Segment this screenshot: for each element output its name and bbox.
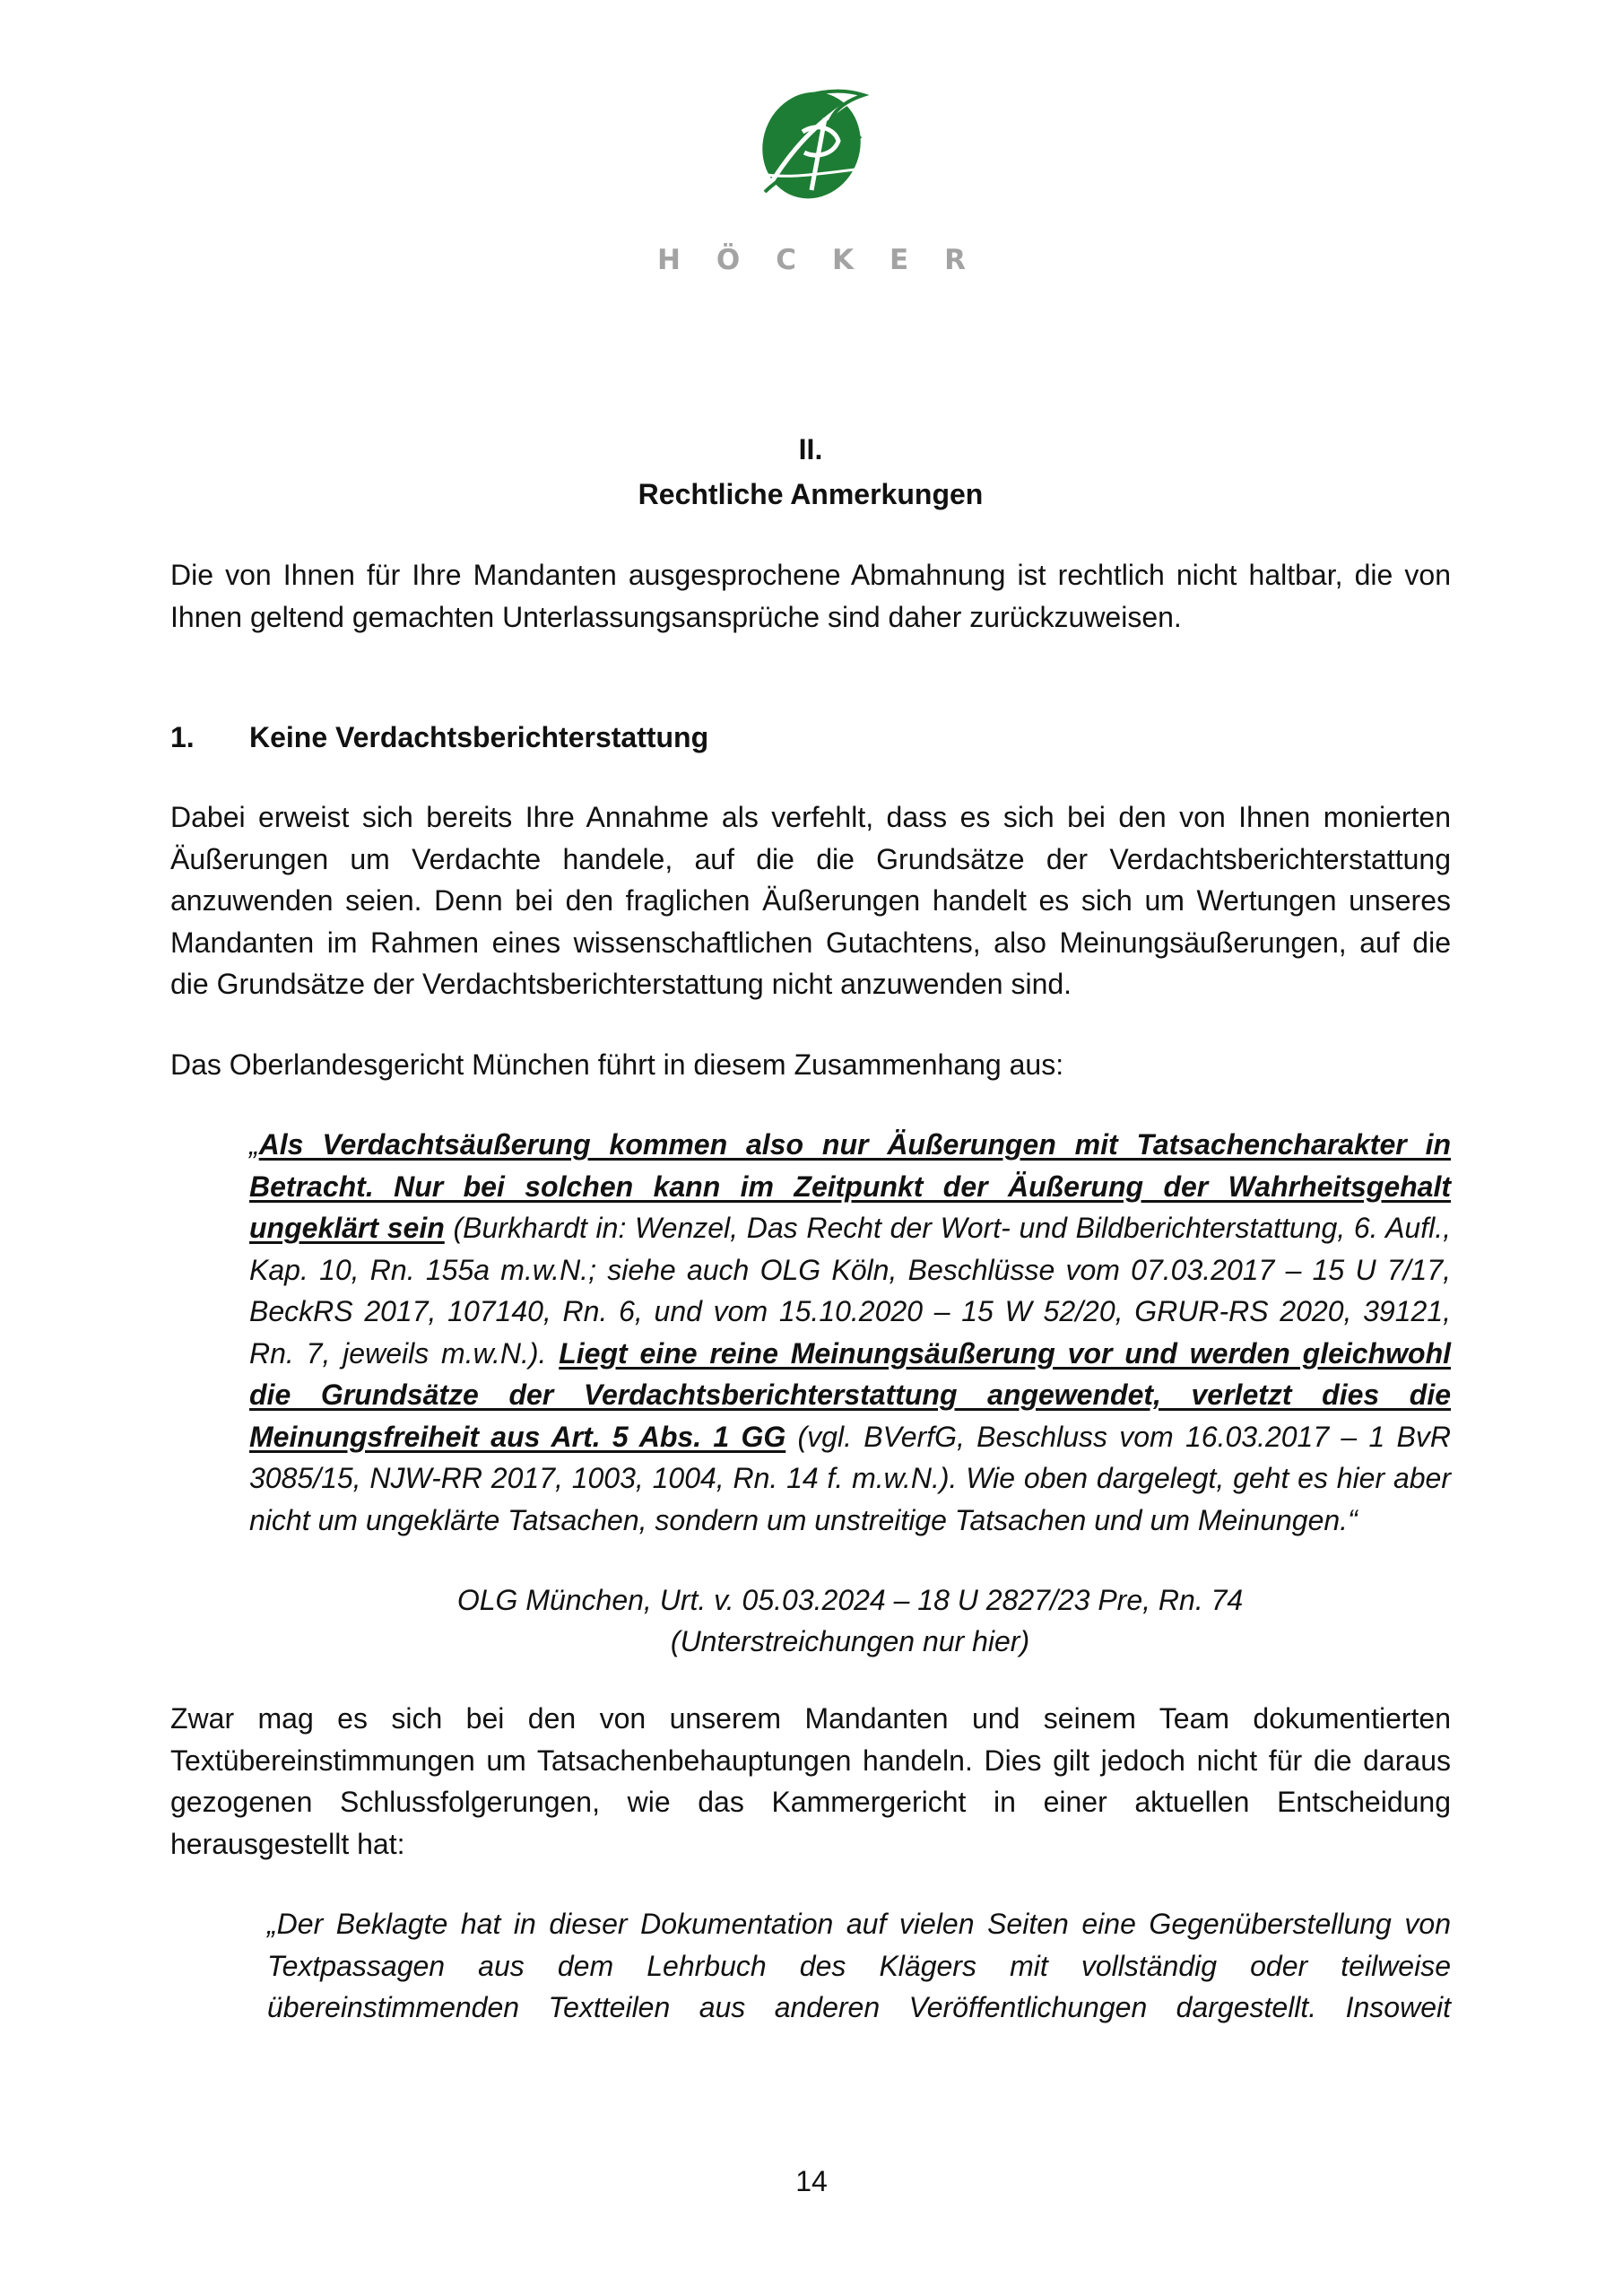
quote-text-1: (Burkhardt in: Wenzel, Das Recht der Wort- und Bildberichterstattung, 6. Aufl., Kap. 10, Rn. 155a m.w.N.; siehe auch OLG Köln, Beschlüsse vom 07.03.2017 – 15 U 7/17, BeckRS 2017, 107140, Rn. 6, und vom 15.10.2020 – 15 W 52/20, GRUR-RS 2020, 39121, Rn. 7, jeweils m.w.N.). bbox=[249, 1212, 1452, 1370]
citation-line-2: (Unterstreichungen nur hier) bbox=[670, 1625, 1030, 1657]
subsection-number: 1. bbox=[170, 721, 195, 753]
paragraph-1: Dabei erweist sich bereits Ihre Annahme als verfehlt, dass es sich bei den von Ihnen monierten Äußerungen um Verdachte handele, auf die die Grundsätze der Verdachtsberichterstattung anzuwenden seien. Denn bei den fraglichen Äußerungen handelt es sich um Wertungen unseres Mandanten im Rahmen eines wissenschaftlichen Gutachtens, also Meinungsäußerungen, auf die die Grundsätze der Verdachtsberichterstattung nicht anzuwenden sind. bbox=[170, 801, 1451, 1000]
paragraph-2: Das Oberlandesgericht München führt in diesem Zusammenhang aus: bbox=[170, 1048, 1064, 1081]
quote-highlight-1: Als Verdachtsäußerung kommen also nur Äußerungen mit Tatsachencharakter in Betracht. Nur bei solchen kann im Zeitpunkt der Äußerung der Wahrheitsgehalt ungeklärt sein bbox=[249, 1128, 1451, 1244]
court-quote-olg bbox=[249, 1124, 1451, 1541]
intro-paragraph: Die von Ihnen für Ihre Mandanten ausgesprochene Abmahnung ist rechtlich nicht haltbar, die von Ihnen geltend gemachten Unterlassungsansprüche sind daher zurückzuweisen. bbox=[170, 559, 1451, 633]
page-number: 14 bbox=[795, 2165, 828, 2197]
hoecker-monogram-logo-icon bbox=[749, 83, 874, 208]
section-number: II. bbox=[798, 433, 823, 465]
brand-wordmark: HÖCKER bbox=[656, 244, 1002, 276]
paragraph-3: Zwar mag es sich bei den von unserem Mandanten und seinem Team dokumentierten Textübereinstimmungen um Tatsachenbehauptungen handeln. Dies gilt jedoch nicht für die daraus gezogenen Schlussfolgerungen, wie das Kammergericht in einer aktuellen Entscheidung herausgestellt hat: bbox=[170, 1702, 1451, 1860]
quote-open-mark: „ bbox=[249, 1128, 259, 1161]
section-title: Rechtliche Anmerkungen bbox=[638, 478, 984, 510]
citation-line-1: OLG München, Urt. v. 05.03.2024 – 18 U 2827/23 Pre, Rn. 74 bbox=[456, 1584, 1244, 1616]
subsection-heading bbox=[170, 717, 1451, 758]
quote-text-2: (vgl. BVerfG, Beschluss vom 16.03.2017 – 1 BvR 3085/15, NJW-RR 2017, 1003, 1004, Rn. 14 f. m.w.N.). Wie oben dargelegt, geht es hier aber nicht um ungeklärte Tatsachen, sondern um unstreitige Tatsachen und um Meinungen.“ bbox=[249, 1420, 1452, 1536]
document-body bbox=[170, 427, 1451, 2029]
quote-highlight-2: Liegt eine reine Meinungsäußerung vor und werden gleichwohl die Grundsätze der Verdachtsberichterstattung angewendet, verletzt dies die Meinungsfreiheit aus Art. 5 Abs. 1 GG bbox=[249, 1336, 1451, 1453]
subsection-title: Keine Verdachtsberichterstattung bbox=[249, 721, 709, 753]
court-quote-kg: „Der Beklagte hat in dieser Dokumentation auf vielen Seiten eine Gegenüberstellung von Textpassagen aus dem Lehrbuch des Klägers mit vollständig oder teilweise übereinstimmenden Textteilen aus anderen Veröffentlichungen dargestellt. Insoweit bbox=[267, 1908, 1451, 2023]
letterhead bbox=[0, 83, 1623, 276]
